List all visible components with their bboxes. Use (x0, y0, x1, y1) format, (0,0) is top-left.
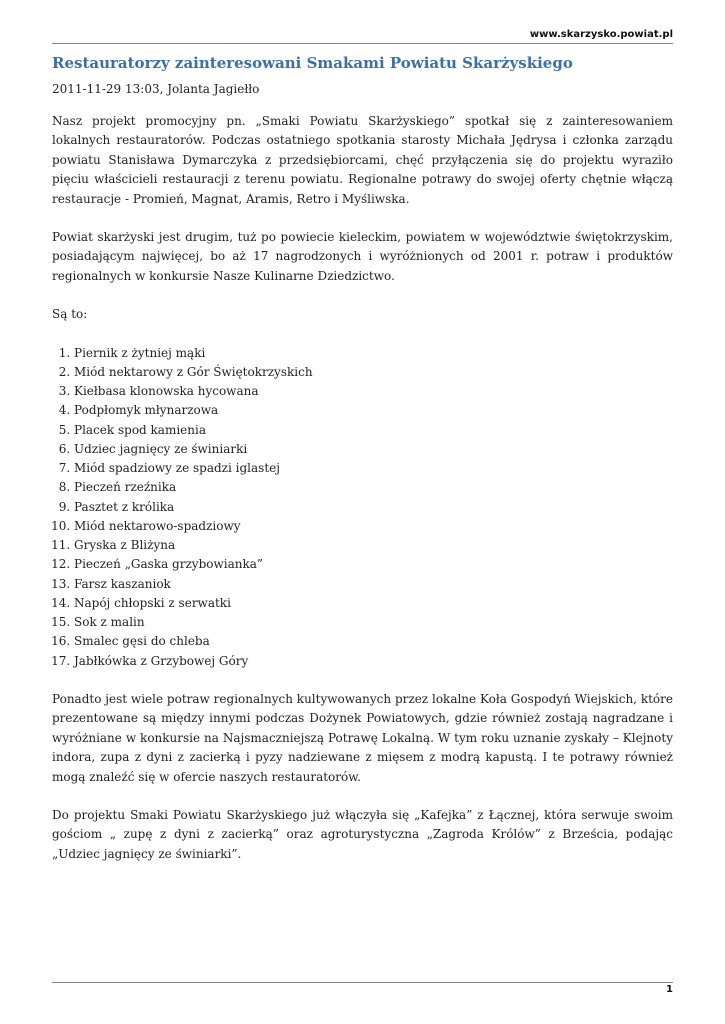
list-item: 12. Pieczeń „Gaska grzybowianka” (74, 555, 673, 574)
header-divider (52, 43, 673, 44)
list-item: 9. Pasztet z królika (74, 498, 673, 517)
list-item: 6. Udziec jagnięcy ze świniarki (74, 440, 673, 459)
article-body (52, 112, 673, 864)
list-item: 3. Kiełbasa klonowska hycowana (74, 382, 673, 401)
list-item: 11. Gryska z Bliżyna (74, 536, 673, 555)
article (52, 52, 673, 864)
article-title: Restauratorzy zainteresowani Smakami Powiatu Skarżyskiego (52, 54, 573, 72)
paragraph-participants: Do projektu Smaki Powiatu Skarżyskiego już włączyła się „Kafejka” z Łącznej, która serwuje swoim gościom „ zupę z dyni z zacierką” oraz agroturystyczna „Zagroda Królów” z Brześcia, podając „Udziec jagnięcy ze świniarki”. (52, 807, 673, 861)
list-item: 8. Pieczeń rzeźnika (74, 478, 673, 497)
paragraph-intro: Nasz projekt promocyjny pn. „Smaki Powiatu Skarżyskiego” spotkał się z zainteresowaniem lokalnych restauratorów. Podczas ostatniego spotkania starosty Michała Jędrysa i członka zarządu powiatu Stanisława Dymarczyka z przedsiębiorcami, chęć przyłączenia się do projektu wyraziło pięciu właścicieli restauracji z terenu powiatu. Regionalne potrawy do swojej oferty chętnie włączą restauracje - Promień, Magnat, Aramis, Retro i Myśliwska. (52, 114, 673, 206)
list-item: 1. Piernik z żytniej mąki (74, 344, 673, 363)
list-item: 17. Jabłkówka z Grzybowej Góry (74, 652, 673, 671)
list-item: 13. Farsz kaszaniok (74, 575, 673, 594)
list-item: 10. Miód nektarowo-spadziowy (74, 517, 673, 536)
page-number: 1 (666, 984, 673, 995)
page-header-url: www.skarzysko.powiat.pl (529, 29, 673, 40)
list-item: 2. Miód nektarowy z Gór Świętokrzyskich (74, 363, 673, 382)
list-item: 16. Smalec gęsi do chleba (74, 632, 673, 651)
paragraph-list-intro: Są to: (52, 307, 88, 322)
list-item: 15. Sok z malin (74, 613, 673, 632)
article-meta: 2011-11-29 13:03, Jolanta Jagiełło (52, 82, 260, 96)
products-list (52, 344, 673, 671)
paragraph-ranking: Powiat skarżyski jest drugim, tuż po powiecie kieleckim, powiatem w województwie świętokrzyskim, posiadającym najwięcej, bo aż 17 nagrodzonych i wyróżnionych od 2001 r. potraw i produktów regionalnych w konkursie Nasze Kulinarne Dziedzictwo. (52, 230, 673, 283)
list-item: 14. Napój chłopski z serwatki (74, 594, 673, 613)
footer-divider (52, 982, 673, 983)
list-item: 4. Podpłomyk młynarzowa (74, 401, 673, 420)
list-item: 7. Miód spadziowy ze spadzi iglastej (74, 459, 673, 478)
paragraph-kgw: Ponadto jest wiele potraw regionalnych kultywowanych przez lokalne Koła Gospodyń Wiejskich, które prezentowane są między innymi podczas Dożynek Powiatowych, gdzie również zostają nagradzane i wyróżniane w konkursie na Najsmaczniejszą Potrawę Lokalną. W tym roku uznanie zyskały – Klejnoty indora, zupa z dyni z zacierką i pyzy nadziewane z mięsem z modrą kapustą. I te potrawy również mogą znaleźć się w ofercie naszych restauratorów. (52, 691, 673, 784)
list-item: 5. Placek spod kamienia (74, 421, 673, 440)
